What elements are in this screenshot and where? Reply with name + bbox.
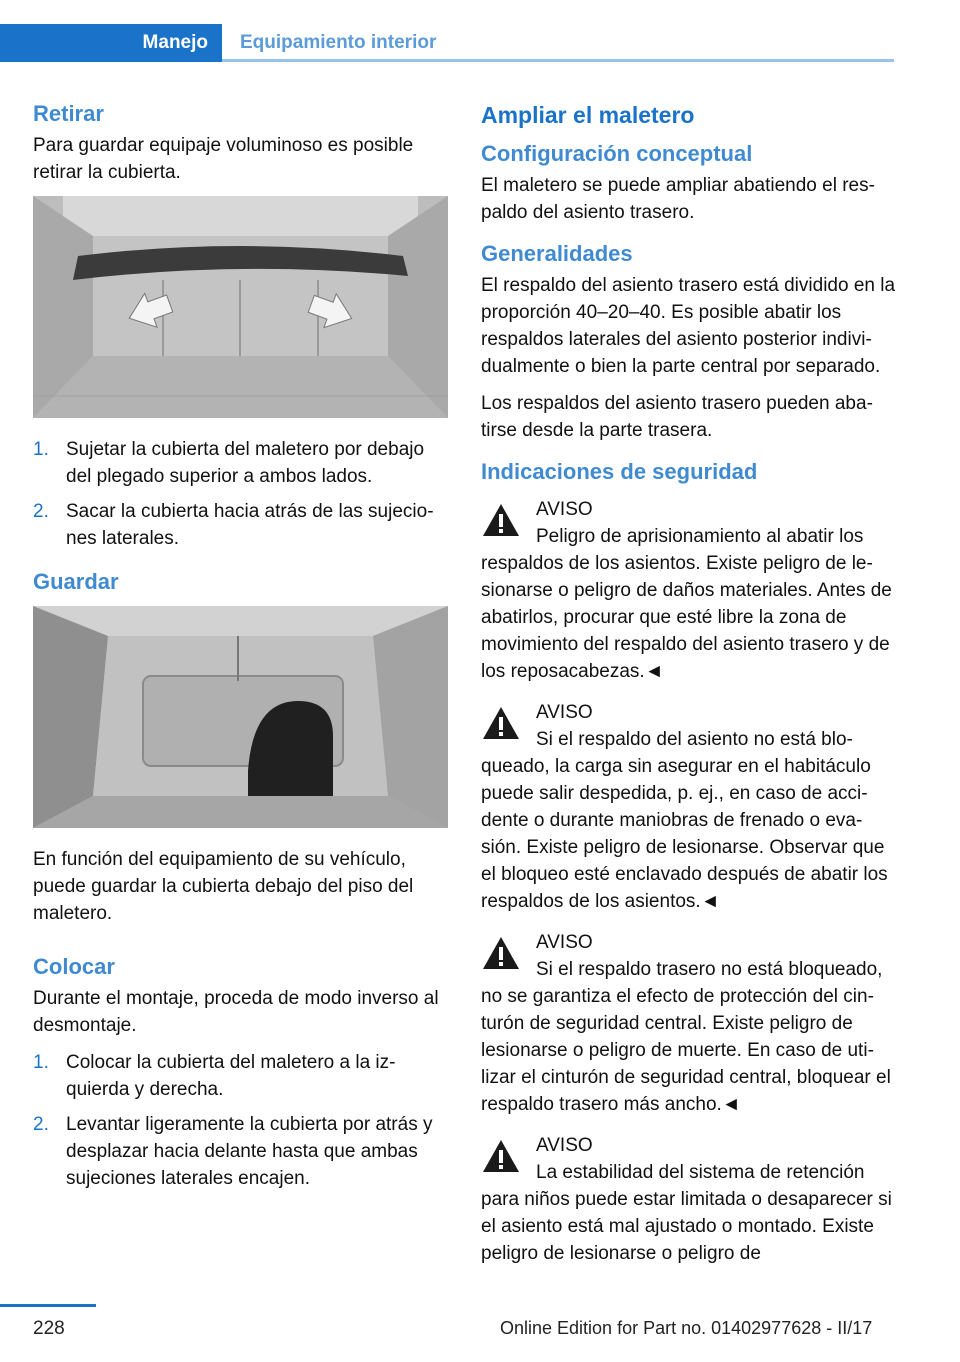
warning-text: Si el respaldo del asiento no está bloqueado, la carga sin asegurar en el habitáculo puede salir despedida, p. ej., en caso de accidente o durante maniobras de frenado o evasión. Existe peligro de lesionarse. Observar que el bloqueo esté enclavado después de abatir los respaldos de los asientos.◄ <box>481 729 888 912</box>
concept-text: El maletero se puede ampliar abatiendo el respaldo del asiento trasero. <box>481 175 875 223</box>
warning-triangle-icon <box>481 1138 521 1174</box>
general-heading: Generalidades <box>481 241 633 266</box>
warning-triangle-icon <box>481 935 521 971</box>
step-number: 2. <box>33 1114 49 1135</box>
retirar-heading: Retirar <box>33 101 104 126</box>
general-text-2: Los respaldos del asiento trasero pueden abatirse desde la parte trasera. <box>481 393 873 441</box>
warning-title: AVISO <box>536 499 593 520</box>
warning-block <box>481 496 896 685</box>
warning-block <box>481 929 896 1118</box>
step-text: Levantar ligeramente la cubierta por atrás y desplazar hacia delante hasta que ambas sujeciones laterales encajen. <box>66 1114 433 1189</box>
step-text: Colocar la cubierta del maletero a la izquierda y derecha. <box>66 1052 396 1100</box>
section-label: Equipamiento interior <box>240 32 437 53</box>
warning-block <box>481 699 896 915</box>
chapter-label: Manejo <box>142 32 208 53</box>
step-text: Sujetar la cubierta del maletero por debajo del plegado superior a ambos lados. <box>66 439 425 487</box>
concept-heading: Configuración conceptual <box>481 141 753 166</box>
warning-title: AVISO <box>536 1135 593 1156</box>
step-number: 1. <box>33 1052 49 1073</box>
retirar-text: Para guardar equipaje voluminoso es posible retirar la cubierta. <box>33 135 414 183</box>
left-column <box>33 100 448 1208</box>
general-text-1: El respaldo del asiento trasero está dividido en la proporción 40–20–40. Es posible abatir los respaldos laterales del asiento posterior individualmente o bien la parte central por separado. <box>481 275 896 377</box>
safety-heading: Indicaciones de seguridad <box>481 459 758 484</box>
list-item <box>33 436 448 490</box>
edition-note: Online Edition for Part no. 01402977628 - II/17 <box>500 1318 873 1338</box>
list-item <box>33 1049 448 1103</box>
photo-trunk-cover <box>33 196 448 418</box>
header-rule <box>222 59 894 62</box>
step-number: 2. <box>33 501 49 522</box>
chapter-tab[interactable] <box>0 24 222 62</box>
warning-text: Si el respaldo trasero no está bloqueado, no se garantiza el efecto de protección del cinturón de seguridad central. Existe peligro de lesionarse o peligro de muerte. En caso de utilizar el cinturón de seguridad central, bloquear el respaldo trasero más ancho.◄ <box>481 959 891 1115</box>
guardar-heading: Guardar <box>33 569 119 594</box>
colocar-text: Durante el montaje, proceda de modo inverso al desmontaje. <box>33 988 439 1036</box>
page-title: Ampliar el maletero <box>481 102 695 128</box>
page-header <box>0 24 894 62</box>
step-text: Sacar la cubierta hacia atrás de las sujeciones laterales. <box>66 501 434 549</box>
step-number: 1. <box>33 439 49 460</box>
guardar-text: En función del equipamiento de su vehículo, puede guardar la cubierta debajo del piso del maletero. <box>33 849 414 924</box>
colocar-steps <box>33 1049 448 1192</box>
warning-text: Peligro de aprisionamiento al abatir los respaldos de los asientos. Existe peligro de lesionarse o peligro de daños materiales. Antes de abatirlos, procurar que esté libre la zona de movimiento del respaldo del asiento trasero y de los reposacabezas.◄ <box>481 526 892 682</box>
warning-triangle-icon <box>481 705 521 741</box>
right-column <box>481 100 896 1281</box>
footer-rule <box>0 1304 96 1307</box>
warning-text: La estabilidad del sistema de retención para niños puede estar limitada o desaparecer si el asiento está mal ajustado o montado. Existe peligro de lesionarse o peligro de <box>481 1162 892 1264</box>
section-tab[interactable] <box>240 24 436 62</box>
warning-title: AVISO <box>536 702 593 723</box>
warning-block <box>481 1132 896 1267</box>
warning-title: AVISO <box>536 932 593 953</box>
list-item <box>33 1111 448 1192</box>
retirar-steps <box>33 436 448 552</box>
warning-triangle-icon <box>481 502 521 538</box>
page-number: 228 <box>33 1318 65 1339</box>
photo-trunk-floor <box>33 606 448 828</box>
list-item <box>33 498 448 552</box>
colocar-heading: Colocar <box>33 954 115 979</box>
